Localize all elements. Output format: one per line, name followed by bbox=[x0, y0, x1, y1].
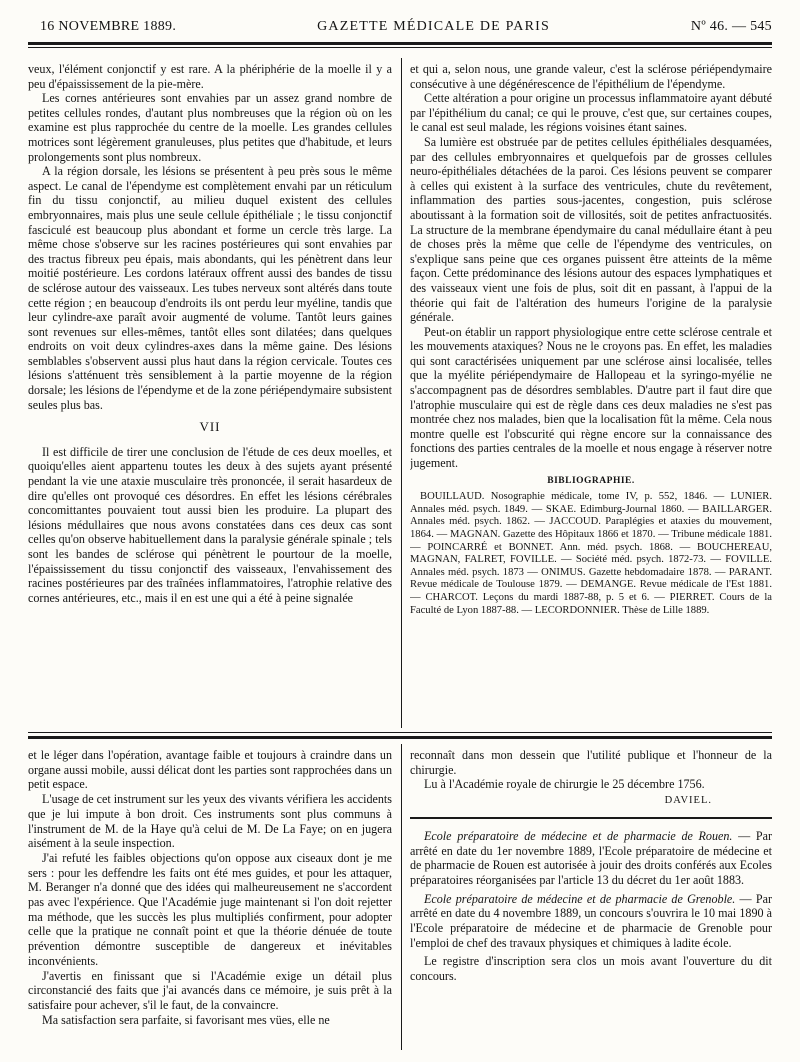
column-divider-lower bbox=[401, 744, 402, 1050]
notice-body: — Par arrêté en date du 1er novembre 1889, l'Ecole préparatoire de médecine et de pharmacie de Rouen est autorisée à jouir des droits conférés aux Ecoles préparatoires réorganisées par l'article 13 du décret du 1er août 1883. bbox=[410, 828, 772, 887]
notice-title: Ecole préparatoire de médecine et de pharmacie de Rouen. bbox=[424, 828, 733, 843]
paragraph: L'usage de cet instrument sur les yeux des vivants vérifiera les accidents que je lui impute à bon droit. Ces instruments sont plus communs à l'instrument de M. de la Haye qu'à celui de M. De La Faye; on en jugera aisément à la seule inspection. bbox=[28, 792, 392, 851]
paragraph: J'avertis en finissant que si l'Académie exige un détail plus circonstancié des faits que j'ai avancés dans ce mémoire, je suis prêt à la satisfaire pour achever, s'il le faut, de la convaincre. bbox=[28, 968, 392, 1012]
notice-title: Ecole préparatoire de médecine et de pharmacie de Grenoble. bbox=[424, 891, 736, 906]
lower-left-column bbox=[28, 748, 392, 1048]
paragraph: Lu à l'Académie royale de chirurgie le 25 décembre 1756. bbox=[424, 777, 705, 792]
issue-date: 16 NOVEMBRE 1889. bbox=[40, 19, 177, 34]
page-header bbox=[40, 16, 772, 38]
paragraph: Ma satisfaction sera parfaite, si favorisant mes vües, elle ne bbox=[42, 1012, 330, 1027]
section-heading: VII bbox=[199, 419, 221, 435]
notice-body: — Par arrêté en date du 4 novembre 1889, un concours s'ouvrira le 10 mai 1890 à l'Ecole préparatoire de médecine et de pharmacie de Grenoble pour l'emploi de chef des travaux physiques et chimiques à ladite école. bbox=[410, 891, 772, 950]
lower-right-column bbox=[410, 748, 772, 1048]
header-rule-thin bbox=[28, 47, 772, 48]
journal-title: GAZETTE MÉDICALE DE PARIS bbox=[317, 19, 550, 34]
notice-grenoble bbox=[410, 892, 772, 951]
issue-page-number: Nº 46. — 545 bbox=[690, 19, 772, 34]
upper-right-column bbox=[410, 62, 772, 724]
bibliography-text: BOUILLAUD. Nosographie médicale, tome IV, p. 552, 1846. — LUNIER. Annales méd. psych. 1849. — SKAE. Edimburg-Journal 1860. — BAILLARGER. Annales méd. psych. 1862. — JACCOUD. Paraplégies et ataxies du mouvement, 1864. — MAGNAN. Gazette des Hôpitaux 1866 et 1870. — Tribune médicale 1881. — POINCARRÉ et BONNET. Ann. méd. psych. 1868. — BOUCHEREAU, MAGNAN, FALRET, FOVILLE. — Société méd. psych. 1872-73. — FOVILLE. Annales méd. psych. 1873 — ONIMUS. Gazette hebdomadaire 1878. — PARANT. Revue médicale de Toulouse 1879. — DEMANGE. Revue médicale de l'Est 1881. — CHARCOT. Leçons du mardi 1887-88, p. 5 et 6. — PIERRET. Cours de la Faculté de Lyon 1887-88. — LECORDONNIER. Thèse de Lille 1889. bbox=[410, 491, 772, 616]
header-rule bbox=[28, 42, 772, 45]
paragraph: Le registre d'inscription sera clos un mois avant l'ouverture du dit concours. bbox=[410, 954, 772, 984]
paragraph: reconnaît dans mon dessein que l'utilité publique et l'honneur de la chirurgie. bbox=[410, 748, 772, 777]
section-rule bbox=[28, 736, 772, 739]
paragraph: A la région dorsale, les lésions se présentent à peu près sous le même aspect. Le canal de l'épendyme est complètement envahi par un réticulum fin du tissu conjonctif, au milieu duquel existent des cellules embryonnaires, mais plus une seule cellule épithéliale ; le tissu conjonctif fasciculé est beaucoup plus abondant et forme un cercle très large. La même chose s'observe sur les racines postérieures qui sont envahies par des tractus fibreux peu épais, mais abondants, qui les pénètrent dans leur moitié postérieure. Les cordons latéraux offrent aussi des bandes de tissu de sclérose autour des vaisseaux. Les tubes nerveux sont altérés dans toute cette région ; en beaucoup d'endroits ils ont perdu leur myéline, tandis que leur cylindre-axe paraît avoir augmenté de volume. Tantôt leurs gaines sont revenues sur elles-mêmes, tantôt elles sont dilatées; dans quelques endroits on voit deux cylindres-axes dans la même gaine. Des lésions semblables s'observent aussi plus haut dans la région cervicale. Toutes ces lésions s'atténuent très sensiblement à la partie moyenne de la région dorsale; les lésions de l'épendyme et de la zone périépendymaire subsistent seules plus bas. bbox=[28, 164, 392, 412]
bibliography bbox=[410, 491, 772, 617]
upper-left-column bbox=[28, 62, 392, 722]
paragraph: veux, l'élément conjonctif y est rare. A la phériphérie de la moelle il y a peu d'épaississement de la pie-mère. bbox=[28, 62, 392, 91]
paragraph: et le léger dans l'opération, avantage faible et toujours à craindre dans un organe aussi mobile, aussi délicat dont les parties sont rapprochées dans un petit espace. bbox=[28, 748, 392, 792]
paragraph: Les cornes antérieures sont envahies par un assez grand nombre de petites cellules rondes, d'autant plus nombreuses que la région où on les examine est plus rapprochée du centre de la moelle. Les grandes cellules motrices sont légèrement granuleuses, plus petites que d'habitude, et leurs prolongements sont plus nombreux. bbox=[28, 91, 392, 164]
column-divider bbox=[401, 58, 402, 728]
section-rule-thin bbox=[28, 732, 772, 733]
notice-rule bbox=[410, 817, 772, 819]
paragraph: et qui a, selon nous, une grande valeur, c'est la sclérose périépendymaire consécutive à une dégénérescence de l'épithélium de l'épendyme. bbox=[410, 62, 772, 91]
signature: DAVIEL. bbox=[664, 795, 712, 807]
paragraph: Cette altération a pour origine un processus inflammatoire ayant débuté par l'épithélium du canal; ce qui le prouve, c'est que, sur certaines coupes, le canal est seul malade, les régions voisines étant saines. bbox=[410, 91, 772, 135]
paragraph: Peut-on établir un rapport physiologique entre cette sclérose centrale et les mouvements ataxiques? Nous ne le croyons pas. En effet, les maladies qui sont caractérisées uniquement par une sclérose ainsi localisée, telles que la myélite périépendymaire de Hallopeau et la syringo-myélie ne s'accompagnent pas de désordres semblables. D'autre part il faut dire que l'atrophie musculaire qui est de règle dans ces deux maladies ne s'est pas montrée chez nos malades, bien que la localisation fût la même. Cela nous montre quelle est l'obscurité qui règne encore sur la connaissance des fonctions des parties centrales de la moelle et nous engage à réserver notre jugement. bbox=[410, 324, 772, 471]
paragraph: J'ai refuté les faibles objections qu'on oppose aux ciseaux dont je me sers : pour les deffendre les faits ont été mes guides, et pour les attaquer, M. Beranger n'a donné que des idées qui malheureusement ne s'accordent pas avec l'expérience. Que l'Académie juge maintenant si l'on doit rejetter ma méthode, que les succès les plus multipliés confirment, pour adopter celle que la pratique ne connaît point et que la théorie dénuée de toute prévention démontre susceptible de dangereux et inévitables inconvénients. bbox=[28, 850, 392, 968]
notice-rouen bbox=[410, 829, 772, 888]
paragraph: Il est difficile de tirer une conclusion de l'étude de ces deux moelles, et quoiqu'elles aient appartenu toutes les deux à des sujets ayant présenté pendant la vie une ataxie musculaire très prononcée, il serait hasardeux de dire qu'elles ont provoqué ces désordres. En effet les lésions cérébrales concomittantes pouvaient tout aussi bien les produire. La plupart des lésions médullaires que nous avons constatées dans ces deux cas sont celles qu'on observe habituellement dans la paralysie générale spinale ; tels sont les bandes de sclérose qui pénètrent le pourtour de la moelle, l'épaississement du tissu conjonctif des vaisseaux, l'envahissement des racines postérieures par des traînées inflammatoires, l'atrophie relative des cornes antérieures, etc., mais il en est une qui a été à peine signalée bbox=[28, 444, 392, 605]
paragraph: Sa lumière est obstruée par de petites cellules épithéliales desquamées, par des cellules embryonnaires et quelquefois par de grosses cellules neuro-épithéliales détachées de la paroi. Ces lésions peuvent se comparer à celles qui existent à la surface des ventricules, chute du revêtement, inflammation des parties sous-jacentes, congestion, puis sclérose aboutissant à la formation soit de villosités, soit de petites anfractuosités. La structure de la membrane épendymaire du canal médullaire étant à peu de choses près la même que celle de l'épendyme des ventricules, on s'explique sans peine que ces organes puissent être atteints de la même façon. Cette prédominance des lésions autour des espaces lymphatiques et des vaisseaux vient une fois de plus, soit dit en passant, à l'appui de la théorie qui fait de l'altération des humeurs l'origine de la paralysie générale. bbox=[410, 134, 772, 325]
bibliography-heading: BIBLIOGRAPHIE. bbox=[547, 475, 635, 486]
